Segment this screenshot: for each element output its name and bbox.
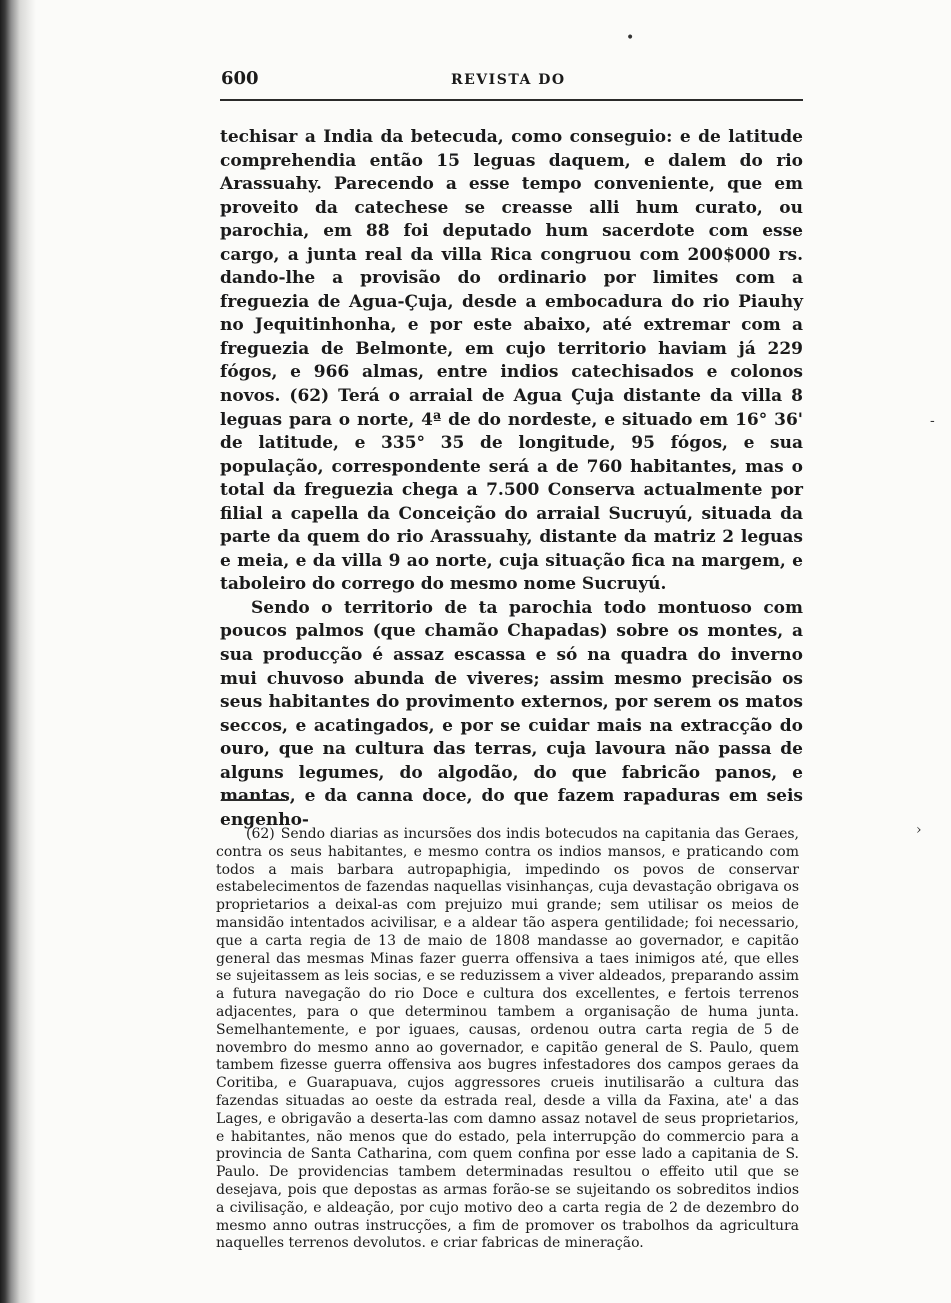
main-text xyxy=(220,126,803,832)
footnote xyxy=(216,826,799,1253)
running-title: REVISTA DO xyxy=(451,72,566,88)
paragraph: techisar a India da betecuda, como conseguio: e de latitude comprehendia então 15 leguas daquem, e dalem do rio Arassuahy. Parecendo a esse tempo conveniente, que em proveito da catechese se creasse alli hum curato, ou parochia, em 88 foi deputado hum sacerdote com esse cargo, a junta real da villa Rica congruou com 200$000 rs. dando-lhe a provisão do ordinario por limites com a freguezia de Agua-Çuja, desde a embocadura do rio Piauhy no Jequitinhonha, e por este abaixo, até extremar com a freguezia de Belmonte, em cujo territorio haviam já 229 fógos, e 966 almas, entre indios catechisados e colonos novos. (62) Terá o arraial de Agua Çuja distante da villa 8 leguas para o norte, 4ª de do nordeste, e situado em 16° 36' de latitude, e 335° 35 de longitude, 95 fógos, e sua população, correspondente será a de 760 habitantes, mas o total da freguezia chega a 7.500 Conserva actualmente por filial a capella da Conceição do arraial Sucruyú, situada da parte da quem do rio Arassuahy, distante da matriz 2 leguas e meia, e da villa 9 ao norte, cuja situação fica na margem, e taboleiro do corrego do mesmo nome Sucruyú. xyxy=(220,127,803,595)
footnote-rule xyxy=(221,799,285,801)
paragraph: Sendo o territorio de ta parochia todo montuoso com poucos palmos (que chamão Chapadas) sobre os montes, a sua producção é assaz escassa e só na quadra do inverno mui chuvoso abunda de viveres; assim mesmo precisão os seus habitantes do provimento externos, por serem os matos seccos, e acatingados, e por se cuidar mais na extracção do ouro, que na cultura das terras, cuja lavoura não passa de alguns legumes, do algodão, do que fabricão panos, e mantas, e da canna doce, do que fazem rapaduras em seis engenho- xyxy=(220,597,803,830)
header-rule xyxy=(220,99,803,101)
margin-mark: › xyxy=(916,822,922,838)
page-number: 600 xyxy=(221,68,259,89)
footnote-label: (62) xyxy=(246,826,275,842)
book-spine-shadow xyxy=(0,0,36,1303)
margin-mark: - xyxy=(930,413,935,429)
margin-speck: • xyxy=(626,30,635,46)
footnote-text: Sendo diarias as incursões dos indis botecudos na capitania das Geraes, contra os seus habitantes, e mesmo contra os indios mansos, e praticando com todos a mais barbara autropaphigia, impedindo os povos de conservar estabelecimentos de fazendas naquellas visinhanças, cuja devastação obrigava os proprietarios a deixal-as com prejuizo mui grande; sem utilisar os meios de mansidão intentados acivilisar, e a aldear tão aspera gentilidade; foi necessario, que a carta regia de 13 de maio de 1808 mandasse ao governador, e capitão general das mesmas Minas fazer guerra offensiva a taes inimigos até, que elles se sujeitassem as leis socias, e se reduzissem a viver aldeados, preparando assim a futura navegação do rio Doce e cultura dos excellentes, e fertois terrenos adjacentes, para o que determinou tambem a organisação de huma junta. Semelhantemente, e por iguaes, causas, ordenou outra carta regia de 5 de novembro do mesmo anno ao governador, e capitão general de S. Paulo, quem tambem fizesse guerra offensiva aos bugres infestadores dos campos geraes da Coritiba, e Guarapuava, cujos aggressores crueis inutilisarão a cultura das fazendas situadas ao oeste da estrada real, desde a villa da Faxina, ate' a das Lages, e obrigavão a deserta-las com damno assaz notavel de seus proprietarios, e habitantes, não menos que do estado, pela interrupção do commercio para a provincia de Santa Catharina, com quem confina por esse lado a capitania de S. Paulo. De providencias tambem determinadas resultou o effeito util que se desejava, pois que depostas as armas forão-se se sujeitando os sobreditos indios a civilisação, e aldeação, por cujo motivo deo a carta regia de 2 de dezembro do mesmo anno outras instrucções, a fim de promover os trabolhos da agricultura naquelles terrenos devolutos. e criar fabricas de mineração. xyxy=(216,826,799,1252)
